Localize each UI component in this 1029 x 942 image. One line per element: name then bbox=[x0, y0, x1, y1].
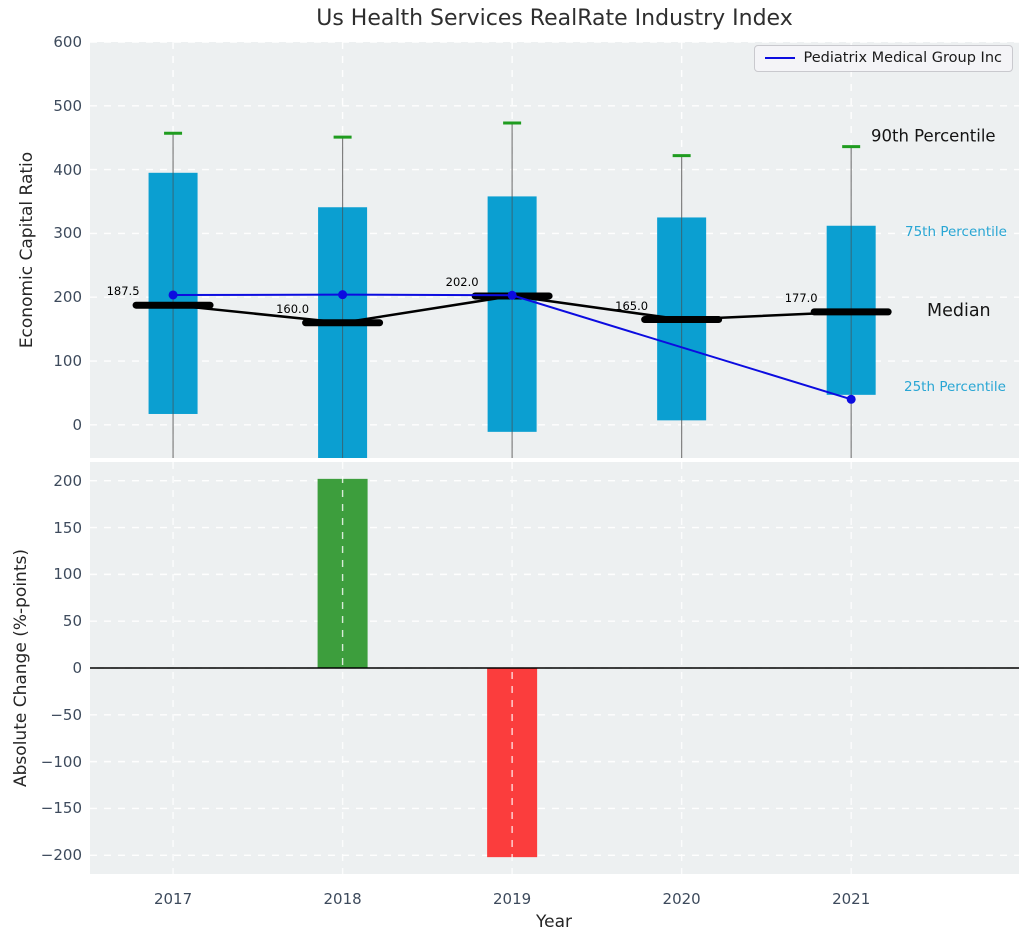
x-tick-label: 2020 bbox=[662, 890, 701, 908]
bottom-y-tick-label: −150 bbox=[40, 799, 82, 818]
x-axis-label: Year bbox=[536, 912, 572, 932]
bottom-y-tick-label: −100 bbox=[40, 752, 82, 771]
top-y-tick-label: 200 bbox=[53, 288, 82, 307]
bottom-y-tick-label: 50 bbox=[62, 612, 82, 631]
company-point bbox=[338, 290, 347, 299]
top-chart-canvas bbox=[90, 42, 1019, 458]
top-y-axis-label: Economic Capital Ratio bbox=[17, 151, 37, 349]
annotation-90th-percentile: 90th Percentile bbox=[871, 126, 996, 146]
x-tick-label: 2017 bbox=[153, 890, 193, 908]
median-value-label: 165.0 bbox=[615, 298, 649, 313]
legend bbox=[754, 45, 1013, 72]
x-tick-label: 2021 bbox=[832, 890, 871, 908]
median-value-label: 187.5 bbox=[106, 284, 140, 299]
bottom-y-axis-label: Absolute Change (%-points) bbox=[11, 549, 31, 787]
legend-line-icon bbox=[765, 57, 795, 59]
chart-title: Us Health Services RealRate Industry Index bbox=[316, 6, 793, 31]
company-point bbox=[508, 291, 517, 300]
legend-label: Pediatrix Medical Group Inc bbox=[803, 50, 1002, 66]
company-point bbox=[169, 290, 178, 299]
bottom-y-tick-label: −50 bbox=[50, 705, 82, 724]
annotation-75th-percentile: 75th Percentile bbox=[905, 224, 1007, 240]
bottom-y-tick-label: 100 bbox=[53, 565, 82, 584]
bottom-y-tick-label: 150 bbox=[53, 518, 82, 537]
top-y-tick-label: 100 bbox=[53, 352, 82, 371]
bottom-y-tick-label: 0 bbox=[72, 659, 82, 677]
bottom-axes bbox=[90, 462, 1019, 874]
median-value-label: 202.0 bbox=[445, 274, 479, 289]
top-y-tick-label: 500 bbox=[53, 96, 82, 115]
median-value-label: 160.0 bbox=[276, 301, 310, 316]
top-y-tick-label: 300 bbox=[53, 224, 82, 243]
x-tick-label: 2019 bbox=[493, 890, 532, 908]
company-point bbox=[847, 395, 856, 404]
top-axes bbox=[90, 42, 1019, 458]
top-y-tick-label: 400 bbox=[53, 160, 82, 179]
bottom-y-tick-label: 200 bbox=[53, 471, 82, 490]
bottom-y-tick-label: −200 bbox=[40, 846, 82, 865]
bottom-chart-canvas bbox=[90, 462, 1019, 874]
median-value-label: 177.0 bbox=[784, 290, 818, 305]
top-y-tick-label: 0 bbox=[72, 415, 82, 434]
annotation-median: Median bbox=[927, 301, 991, 321]
top-y-tick-label: 600 bbox=[53, 33, 82, 51]
annotation-25th-percentile: 25th Percentile bbox=[904, 379, 1006, 395]
x-tick-label: 2018 bbox=[323, 890, 362, 908]
